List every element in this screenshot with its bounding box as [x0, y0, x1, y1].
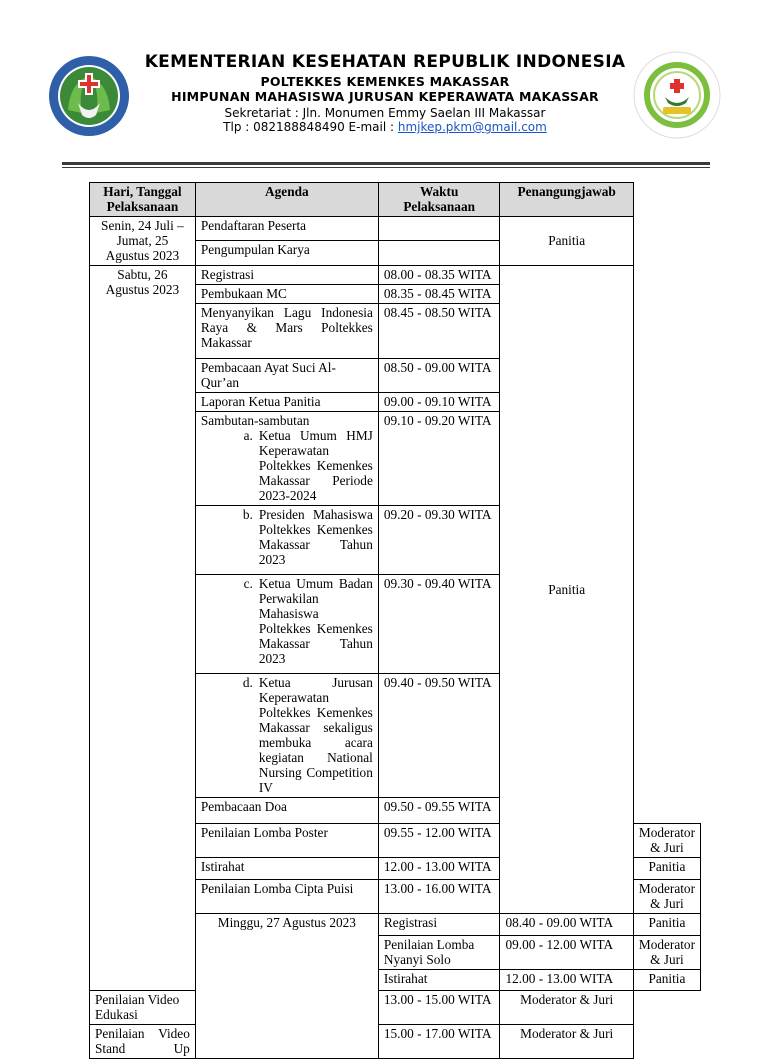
- agenda-cell: Laporan Ketua Panitia: [195, 393, 378, 412]
- time-cell: [378, 240, 500, 265]
- pj-cell: Moderator & Juri: [633, 824, 700, 858]
- institution-name: POLTEKKES KEMENKES MAKASSAR: [260, 74, 510, 89]
- pj-cell: Panitia: [500, 217, 633, 266]
- sambutan-label: d.: [242, 675, 253, 690]
- ministry-title: KEMENTERIAN KESEHATAN REPUBLIK INDONESIA: [144, 52, 626, 72]
- sambutan-title: Sambutan-sambutan: [200, 413, 310, 428]
- table-header-row: [90, 183, 701, 217]
- organization-name: HIMPUNAN MAHASISWA JURUSAN KEPERAWATA MAKASSAR: [171, 89, 599, 104]
- time-cell: 15.00 - 17.00 WITA: [378, 1025, 500, 1059]
- time-cell: 08.45 - 08.50 WITA: [378, 304, 500, 359]
- agenda-cell: [195, 506, 378, 575]
- sambutan-item: [201, 675, 373, 795]
- header-rule-thin: [62, 167, 710, 168]
- sambutan-text: Ketua Umum Badan Perwakilan Mahasiswa Poltekkes Kemenkes Makassar Tahun 2023: [258, 576, 373, 666]
- pj-cell: Moderator & Juri: [633, 880, 700, 914]
- agenda-cell: Istirahat: [195, 858, 378, 880]
- pj-cell: Moderator & Juri: [633, 936, 700, 970]
- agenda-cell: [195, 412, 378, 506]
- agenda-cell: Pembacaan Doa: [195, 798, 378, 824]
- address: Sekretariat : Jln. Monumen Emmy Saelan III Makassar: [224, 106, 546, 120]
- time-cell: 13.00 - 16.00 WITA: [378, 880, 500, 914]
- time-cell: 09.50 - 09.55 WITA: [378, 798, 500, 824]
- time-cell: 09.00 - 09.10 WITA: [378, 393, 500, 412]
- sambutan-label: a.: [243, 428, 253, 443]
- letterhead: [140, 52, 630, 134]
- header-time: Waktu Pelaksanaan: [378, 183, 500, 217]
- agenda-cell: Pengumpulan Karya: [195, 240, 378, 265]
- pj-cell: Moderator & Juri: [500, 991, 633, 1025]
- time-cell: 09.40 - 09.50 WITA: [378, 674, 500, 798]
- phone-text: Tlp : 082188848490 E-mail :: [223, 120, 398, 134]
- header-day: Hari, Tanggal Pelaksanaan: [90, 183, 196, 217]
- agenda-cell: [195, 575, 378, 674]
- time-cell: 08.40 - 09.00 WITA: [500, 914, 633, 936]
- agenda-cell: Pendaftaran Peserta: [195, 217, 378, 241]
- pj-cell: Panitia: [633, 858, 700, 880]
- time-cell: 09.00 - 12.00 WITA: [500, 936, 633, 970]
- email-link[interactable]: hmjkep.pkm@gmail.com: [397, 120, 547, 134]
- table-row: [90, 217, 701, 241]
- contact-line: [140, 120, 630, 134]
- time-cell: 09.10 - 09.20 WITA: [378, 412, 500, 506]
- sambutan-text: Presiden Mahasiswa Poltekkes Kemenkes Makassar Tahun 2023: [258, 507, 373, 567]
- agenda-cell: Penilaian Lomba Poster: [195, 824, 378, 858]
- time-cell: 13.00 - 15.00 WITA: [378, 991, 500, 1025]
- agenda-cell: Penilaian Lomba Nyanyi Solo: [378, 936, 500, 970]
- agenda-cell: Pembacaan Ayat Suci Al-Qur’an: [195, 359, 378, 393]
- header-agenda: Agenda: [195, 183, 378, 217]
- time-cell: 12.00 - 13.00 WITA: [378, 858, 500, 880]
- agenda-cell: Penilaian Video Stand Up: [90, 1025, 196, 1059]
- sambutan-item: [201, 576, 373, 666]
- pj-cell: Moderator & Juri: [500, 1025, 633, 1059]
- time-cell: 08.35 - 08.45 WITA: [378, 285, 500, 304]
- sambutan-label: c.: [243, 576, 253, 591]
- table-row: [90, 1025, 701, 1059]
- day3-date: Minggu, 27 Agustus 2023: [195, 914, 378, 1059]
- agenda-cell: Istirahat: [378, 970, 500, 991]
- time-cell: 09.20 - 09.30 WITA: [378, 506, 500, 575]
- pj-cell: Panitia: [500, 266, 633, 914]
- time-cell: 09.55 - 12.00 WITA: [378, 824, 500, 858]
- table-row: [90, 991, 701, 1025]
- agenda-cell: Pembukaan MC: [195, 285, 378, 304]
- agenda-cell: [195, 674, 378, 798]
- table-row: [90, 266, 701, 285]
- header-pj: Penangungjawab: [500, 183, 633, 217]
- time-cell: 08.50 - 09.00 WITA: [378, 359, 500, 393]
- time-cell: [378, 217, 500, 241]
- time-cell: 12.00 - 13.00 WITA: [500, 970, 633, 991]
- poltekkes-logo: [48, 55, 130, 137]
- sambutan-text: Ketua Jurusan Keperawatan Poltekkes Kemenkes Makassar sekaligus membuka acara kegiatan National Nursing Competition IV: [258, 675, 373, 795]
- agenda-cell: Penilaian Video Edukasi: [90, 991, 196, 1025]
- pj-cell: Panitia: [633, 914, 700, 936]
- pj-cell: Panitia: [633, 970, 700, 991]
- sambutan-text: Ketua Umum HMJ Keperawatan Poltekkes Kemenkes Makassar Periode 2023-2024: [258, 428, 373, 503]
- sambutan-item: [201, 507, 373, 567]
- day2-date: Sabtu, 26 Agustus 2023: [90, 266, 196, 991]
- time-cell: 08.00 - 08.35 WITA: [378, 266, 500, 285]
- hmj-logo: [633, 51, 721, 139]
- sambutan-label: b.: [242, 507, 253, 522]
- agenda-cell: Registrasi: [195, 266, 378, 285]
- sambutan-item: [201, 428, 373, 503]
- agenda-cell: Menyanyikan Lagu Indonesia Raya & Mars Poltekkes Makassar: [195, 304, 378, 359]
- agenda-cell: Penilaian Lomba Cipta Puisi: [195, 880, 378, 914]
- header-rule-thick: [62, 162, 710, 165]
- time-cell: 09.30 - 09.40 WITA: [378, 575, 500, 674]
- agenda-cell: Registrasi: [378, 914, 500, 936]
- schedule-table: [89, 182, 701, 1059]
- day1-date: Senin, 24 Juli – Jumat, 25 Agustus 2023: [90, 217, 196, 266]
